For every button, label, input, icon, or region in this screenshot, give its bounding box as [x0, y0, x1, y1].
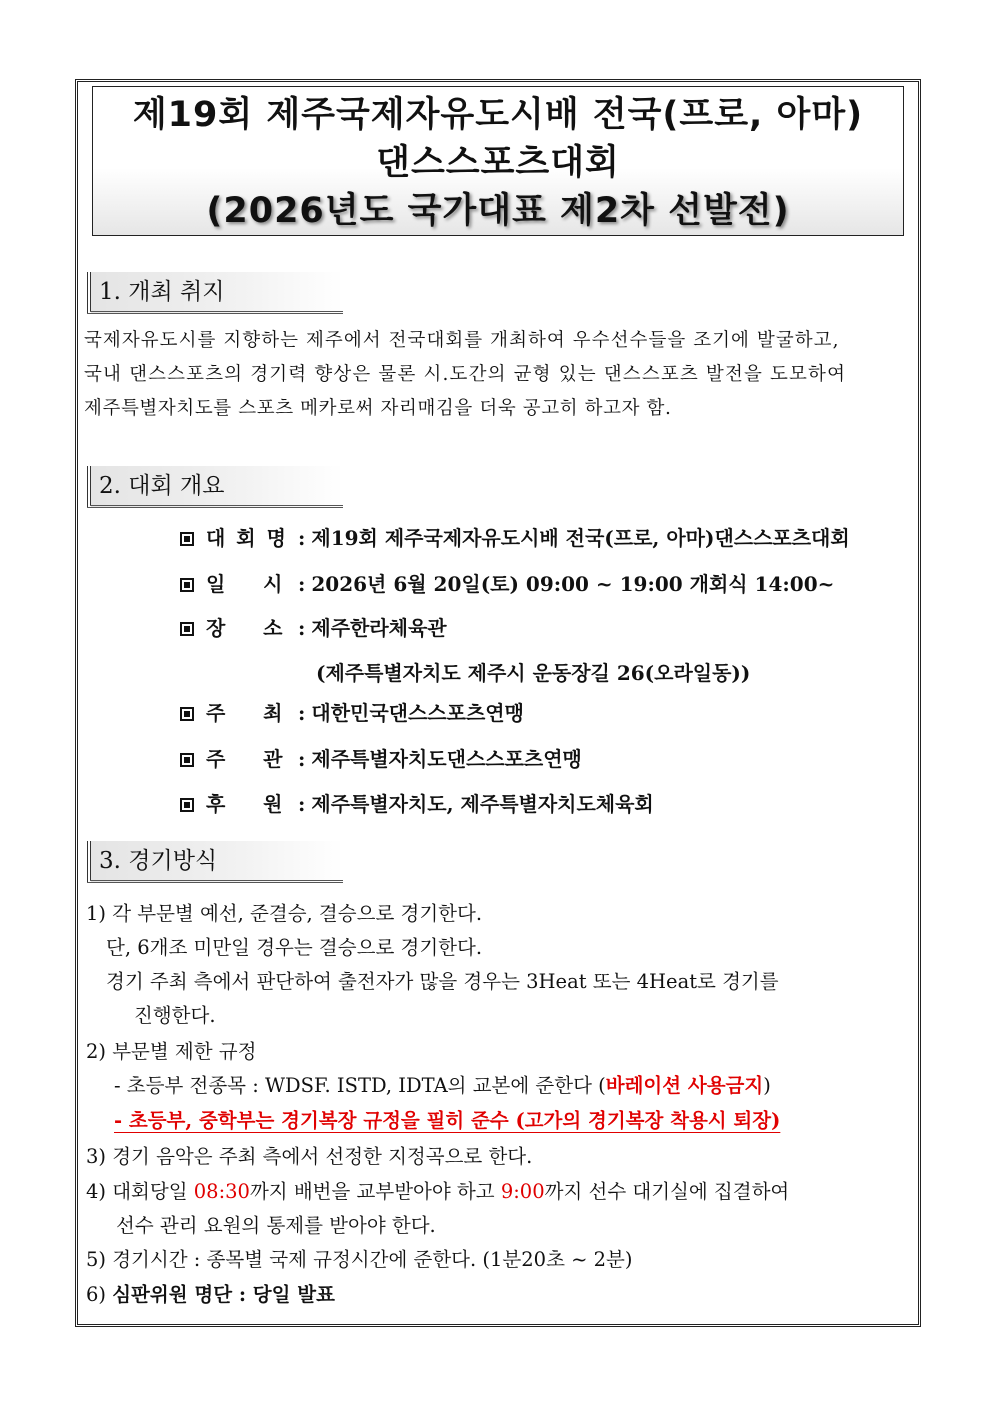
rule-1-note: 진행한다.	[134, 1004, 216, 1027]
overview-value: 제19회 제주국제자유도시배 전국(프로, 아마)댄스스포츠대회	[311, 526, 850, 550]
venue-address: (제주특별자치도 제주시 운동장길 26(오라일동))	[316, 661, 751, 685]
rule-4-note: 선수 관리 요원의 통제를 받아야 한다.	[116, 1214, 436, 1237]
overview-key: 주 최	[206, 701, 285, 725]
overview-key: 주 관	[206, 747, 285, 771]
dress-code-notice: - 초등부, 중학부는 경기복장 규정을 필히 준수 (고가의 경기복장 착용시 퇴장)	[114, 1109, 781, 1132]
rule-6-number: 6)	[86, 1283, 113, 1306]
overview-value: 제주한라체육관	[311, 616, 447, 640]
overview-colon: :	[298, 747, 306, 771]
rule-3: 3) 경기 음악은 주최 측에서 선정한 지정곡으로 한다.	[86, 1145, 533, 1168]
variation-ban-notice: 바레이션 사용금지	[605, 1074, 764, 1097]
overview-key: 일 시	[206, 572, 285, 596]
overview-key: 후 원	[206, 792, 285, 816]
title-line-1: 제19회 제주국제자유도시배 전국(프로, 아마)	[132, 95, 864, 135]
overview-item-host	[180, 697, 524, 726]
title-line-2: 댄스스포츠대회	[376, 143, 620, 183]
bullet-square-icon	[180, 753, 194, 767]
rule-4-text: 까지 선수 대기실에 집결하여	[544, 1180, 790, 1203]
title-box	[92, 86, 904, 236]
overview-key: 대 회 명	[206, 526, 288, 550]
rule-2: 2) 부문별 제한 규정	[86, 1040, 257, 1063]
bullet-square-icon	[180, 622, 194, 636]
overview-item-venue	[180, 612, 447, 641]
title-line-3: (2026년도 국가대표 제2차 선발전)	[206, 191, 790, 231]
purpose-paragraph	[84, 324, 904, 426]
rule-1-note: 단, 6개조 미만일 경우는 결승으로 경기한다.	[106, 936, 483, 959]
overview-colon: :	[298, 701, 306, 725]
purpose-line: 국제자유도시를 지향하는 제주에서 전국대회를 개최하여 우수선수들을 조기에 발굴하고,	[84, 330, 840, 351]
rule-4	[86, 1176, 789, 1204]
overview-item-date	[180, 568, 834, 597]
section-heading-overview: 2. 대회 개요	[87, 466, 343, 508]
overview-key: 장 소	[206, 616, 285, 640]
section-heading-purpose: 1. 개최 취지	[87, 272, 343, 314]
overview-value: 제주특별자치도댄스스포츠연맹	[311, 747, 582, 771]
purpose-line: 제주특별자치도를 스포츠 메카로써 자리매김을 더욱 공고히 하고자 함.	[84, 398, 672, 419]
rule-4-text: 까지 배번을 교부받아야 하고	[249, 1180, 501, 1203]
bullet-square-icon	[180, 578, 194, 592]
purpose-line: 국내 댄스스포츠의 경기력 향상은 물론 시.도간의 균형 있는 댄스스포츠 발전을 도모하여	[84, 364, 847, 385]
section-heading-competition-method: 3. 경기방식	[87, 841, 343, 883]
overview-colon: :	[298, 572, 306, 596]
rule-2a-text: - 초등부 전종목 : WDSF. ISTD, IDTA의 교본에 준한다 (	[114, 1074, 606, 1097]
bullet-square-icon	[180, 532, 194, 546]
rule-5: 5) 경기시간 : 종목별 국제 규정시간에 준한다. (1분20초 ~ 2분)	[86, 1248, 633, 1271]
overview-value: 2026년 6월 20일(토) 09:00 ~ 19:00 개회식 14:00~	[311, 572, 835, 596]
overview-colon: :	[298, 526, 306, 550]
overview-value: 제주특별자치도, 제주특별자치도체육회	[311, 792, 654, 816]
rule-4-text: 4) 대회당일	[86, 1180, 194, 1203]
rule-6	[86, 1279, 335, 1307]
overview-colon: :	[298, 616, 306, 640]
overview-item-organizer	[180, 743, 582, 772]
overview-item-sponsor	[180, 788, 654, 817]
overview-value: 대한민국댄스스포츠연맹	[311, 701, 524, 725]
overview-colon: :	[298, 792, 306, 816]
rule-2a-close: )	[763, 1074, 771, 1097]
bullet-square-icon	[180, 798, 194, 812]
bib-time: 08:30	[193, 1180, 250, 1203]
overview-item-name	[180, 522, 850, 551]
rule-1: 1) 각 부문별 예선, 준결승, 결승으로 경기한다.	[86, 902, 483, 925]
bullet-square-icon	[180, 707, 194, 721]
assembly-time: 9:00	[500, 1180, 545, 1203]
judges-list-notice: 심판위원 명단 : 당일 발표	[112, 1283, 335, 1306]
rule-2a	[114, 1070, 771, 1098]
rule-1-note: 경기 주최 측에서 판단하여 출전자가 많을 경우는 3Heat 또는 4Heat로 경기를	[106, 970, 779, 993]
